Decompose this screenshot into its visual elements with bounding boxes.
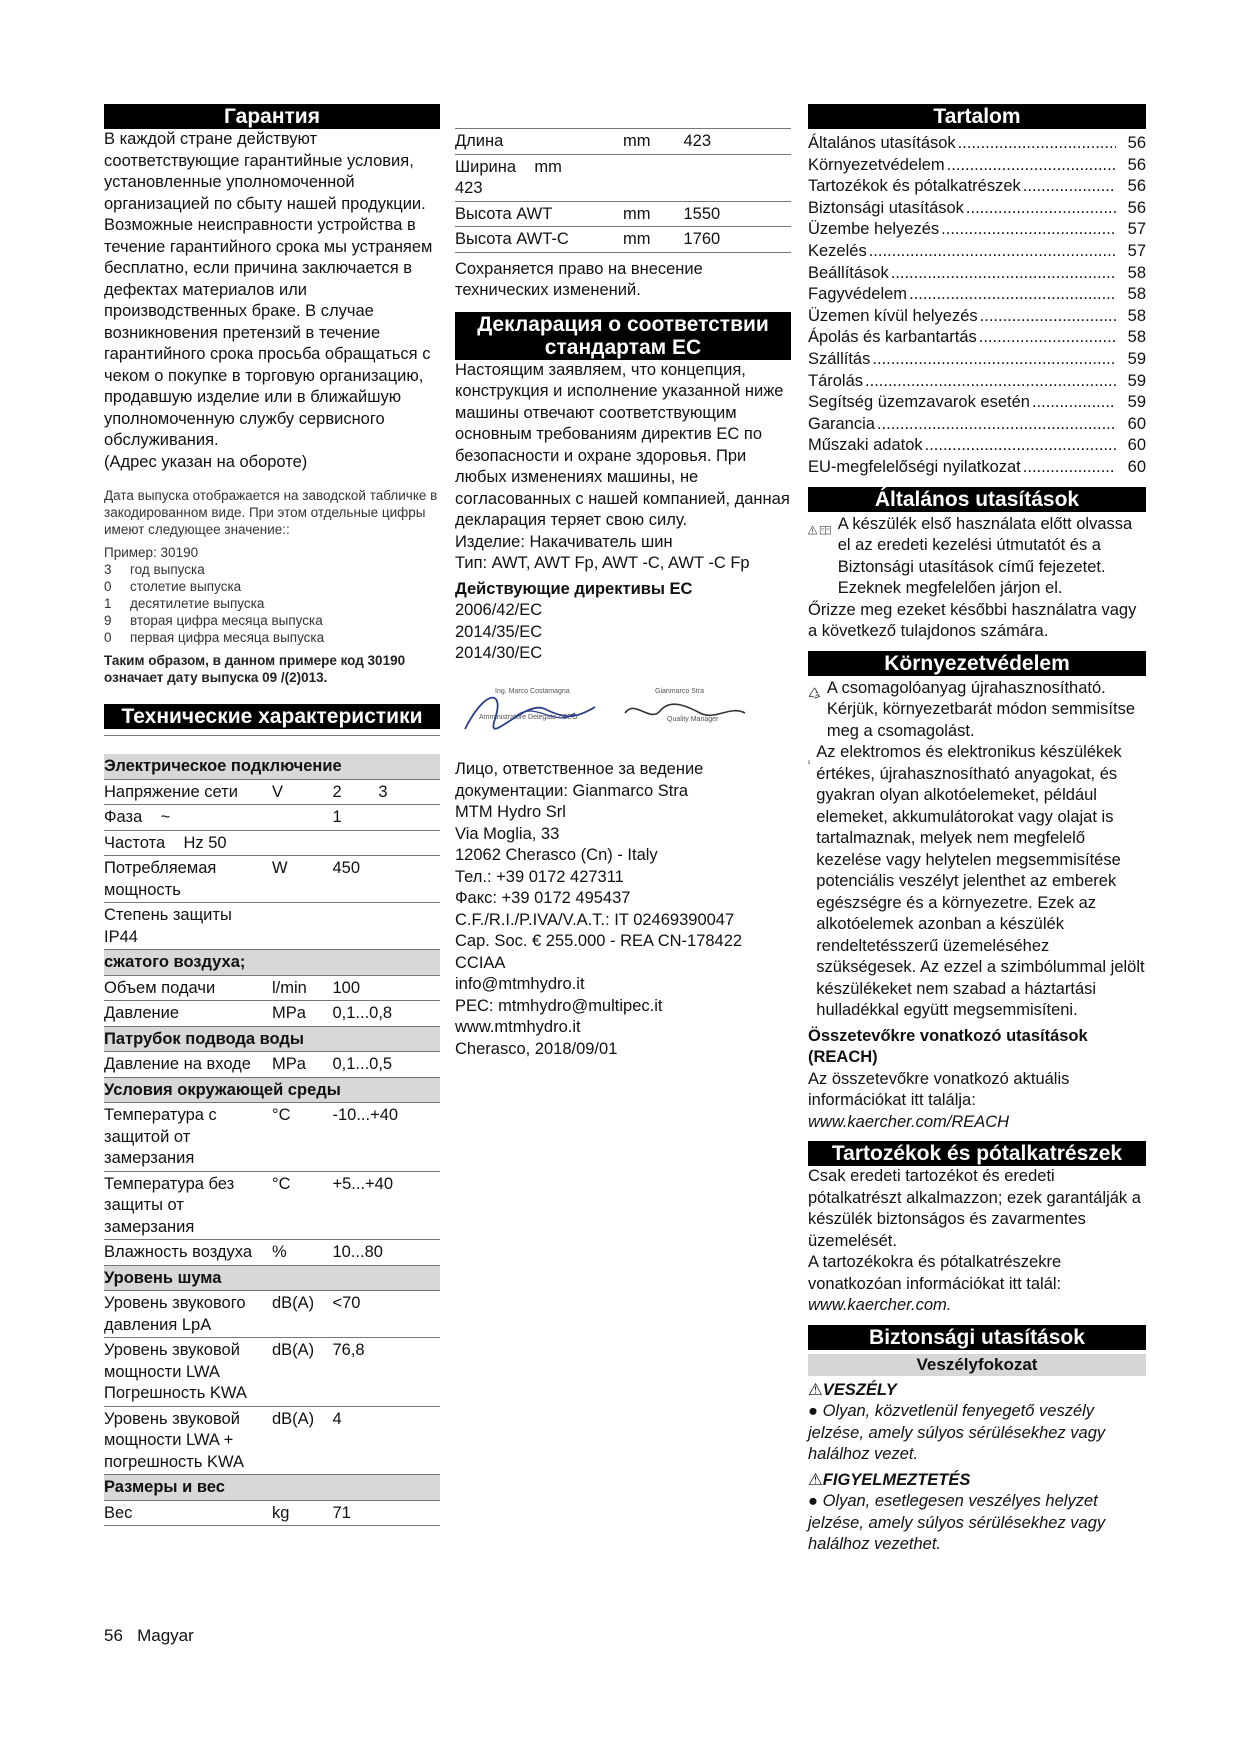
toc-leader	[1023, 457, 1116, 479]
contact-line: info@mtmhydro.it	[455, 975, 585, 993]
toc-entry	[808, 155, 1146, 177]
toc-title: Fagyvédelem	[808, 285, 908, 304]
directives-heading: Действующие директивы ЕС	[455, 579, 693, 598]
table-section-row	[104, 1026, 440, 1052]
declaration-text: Настоящим заявляем, что концепция, конструкция и исполнение указанной ниже машины отвечают соответствующим основным требованиям директив ЕС по безопасности и охране здоровья. При любых изменениях машины, не согласованных с нашей компанией, данная декларация теряет свою силу.	[455, 360, 790, 529]
toc-title: Beállítások	[808, 263, 889, 282]
contact-line: Cherasco, 2018/09/01	[455, 1039, 618, 1058]
table-cell-value: -10...+40	[332, 1103, 440, 1172]
table-cell-unit	[272, 903, 332, 950]
directive-item: 2006/42/EC	[455, 601, 543, 619]
directive-item: 2014/30/EC	[455, 644, 543, 662]
column-right: Tartalom Általános utasítások ..... 56 Környezetvédelem ..... 56 Tartozékok és pótalkatrészek ..... 56 Biztonsági utasítások ..... 56 Üzembe helyezés ..... 57 Kezelés ..... 57 Beállítások ..... 58 Fagyvédelem ..... 58 Üzemen kívül helyezés ..... 58 Ápolás és karbantartás ..... 58 Szállítás ..... 59 Tárolás ..... 59 Segítség üzemzavarok esetén ..... 59 Garancia ..... 60 Műszaki adatok ..... 60 EU-megfelelőségi nyilatkozat ..... 60 Általános utasítások A készülék első használata előtt olvassa el az eredeti kezelési útmutatót és a Biztonsági utasítások című fejezetet. Ezeknek megfelelően járjon el. Őrizze meg ezeket későbbi használatra vagy a következő tulajdonos számára. Környezetvédelem A csomagolóanyag újrahasznosítható. Kérjük, környezetbarát módon semmisítse meg a csomagolást. Az elektromos és elektronikus készülékek értékes, újrahasznosítható anyagokat, és gyakran olyan alkotóelemeket, például elemeket, akkumulátorokat vagy olajat is tartalmaznak, melyek nem megfelelő kezelése vagy helytelen megsemmisítése potenciális veszélyt jelenthet az emberek egészségre és a környezetre. Ezek az alkotóelemek azonban a készülék rendeltetésszerű üzemeléséhez szükségesek. Az ezzel a szimbólummal jelölt készülékeket nem szabad a háztartási hulladékkal együtt megsemmisíteni. Összetevőkre vonatkozó utasítások (REACH) Az összetevőkre vonatkozó aktuális információkat itt találja: www.kaercher.com/REACH Tartozékok és pótalkatrészek Csak eredeti tartozékot és eredeti pótalkatrészt alkalmazzon; ezek garantálják a készülék biztonságos és zavarmentes üzemelését. A tartozékokra és pótalkatrészekre vonatkozóan információkat itt talál: www.kaercher.com. Biztonsági utasítások Veszélyfokozat ⚠VESZÉLY ● Olyan, közvetlenül fenyegető veszély jelzése, amely súlyos sérülésekhez vagy halálhoz vezet. ⚠FIGYELMEZTETÉS ● Olyan, esetlegesen veszélyes helyzet jelzése, amely súlyos sérülésekhez vagy halálhoz vezethet.	[808, 104, 1146, 1556]
general-heading: Általános utasítások	[808, 487, 1146, 512]
toc-leader	[865, 371, 1116, 393]
date-code-table	[104, 561, 440, 646]
dimensions-table	[455, 129, 791, 253]
toc-title: Környezetvédelem	[808, 155, 945, 174]
column-middle	[455, 104, 791, 1060]
date-code-row	[104, 629, 440, 646]
toc-entry	[808, 435, 1146, 457]
toc-page: 58	[1127, 306, 1146, 325]
toc-title: EU-megfelelőségi nyilatkozat	[808, 457, 1021, 476]
table-row	[104, 856, 440, 903]
toc-entry	[808, 392, 1146, 414]
accessories-text-1: Csak eredeti tartozékot és eredeti pótalkatrészt alkalmazzon; ezek garantálják a készülék biztonságos és zavarmentes üzemelését.	[808, 1167, 1141, 1250]
table-cell-unit: dB(A)	[272, 1338, 332, 1407]
toc-page: 57	[1127, 220, 1146, 239]
toc-page: 57	[1127, 241, 1146, 260]
environment-text-2: Az elektromos és elektronikus készülékek értékes, újrahasznosítható anyagokat, és gyakran olyan alkotóelemeket, például elemeket, akkumulátorokat vagy olajat is tartalmaznak, melyek nem megfelelő kezelése vagy helytelen megsemmisítése potenciális veszélyt jelenthet az emberek egészségre és a környezetre. Ezek az alkotóelemek azonban a készülék rendeltetésszerű üzemeléséhez szükségesek. Az ezzel a szimbólummal jelölt készülékeket nem szabad a háztartási hulladékkal együtt megsemmisíteni.	[816, 743, 1145, 1019]
table-row	[104, 805, 440, 831]
toc-leader	[941, 219, 1116, 241]
toc-entry	[808, 371, 1146, 393]
warning-icon: ⚠	[808, 1470, 823, 1489]
sig-role-2: Quality Manager	[667, 715, 719, 723]
toc-title: Kezelés	[808, 241, 867, 260]
toc-title: Tárolás	[808, 371, 864, 390]
contact-line: PEC: mtmhydro@multipec.it	[455, 996, 663, 1015]
table-row	[455, 227, 791, 253]
tech-data-table	[104, 754, 440, 1526]
toc-page: 60	[1127, 414, 1146, 433]
toc-page: 56	[1127, 198, 1146, 217]
date-code-row	[104, 595, 440, 612]
table-cell-value	[332, 830, 440, 856]
date-code-digit: 3	[104, 562, 112, 577]
table-cell-label: Фаза ~	[104, 805, 272, 831]
table-section-label: Размеры и вес	[104, 1475, 440, 1501]
toc-entry	[808, 457, 1146, 479]
toc-page: 59	[1127, 349, 1146, 368]
contact-line: Тел.: +39 0172 427311	[455, 867, 624, 886]
table-cell-value: 4	[332, 1406, 440, 1475]
toc-title: Üzembe helyezés	[808, 220, 940, 239]
toc-leader	[877, 414, 1116, 436]
footer-language: Magyar	[137, 1626, 194, 1645]
page-number: 56	[104, 1626, 123, 1645]
danger-warning-icon: ⚠	[808, 1380, 823, 1399]
table-cell-unit	[272, 805, 332, 831]
date-code-meaning: столетие выпуска	[130, 579, 242, 594]
warranty-address: (Адрес указан на обороте)	[104, 452, 308, 471]
toc-title: Biztonsági utasítások	[808, 198, 964, 217]
date-code-digit: 9	[104, 613, 112, 628]
contact-line: www.mtmhydro.it	[455, 1018, 581, 1036]
toc-page: 60	[1127, 457, 1146, 476]
table-row	[455, 201, 791, 227]
date-code-meaning: десятилетие выпуска	[130, 596, 265, 611]
declaration-heading: Декларация о соответствии стандартам ЕС	[455, 312, 791, 360]
table-cell-unit: W	[272, 856, 332, 903]
table-cell-label: Температура с защитой от замерзания	[104, 1103, 272, 1172]
table-cell-unit	[623, 154, 683, 201]
accessories-text-2: A tartozékokra és pótalkatrészekre vonatkozóan információkat itt talál:	[808, 1253, 1062, 1293]
table-cell-value: 450	[332, 856, 440, 903]
toc-leader	[1023, 176, 1116, 198]
toc-page: 58	[1127, 263, 1146, 282]
table-cell-label: Высота AWT-C	[455, 227, 623, 253]
table-cell-label: Частота Hz 50	[104, 830, 272, 856]
table-section-label: Уровень шума	[104, 1265, 440, 1291]
table-cell-label: Степень защиты IP44	[104, 903, 272, 950]
contact-line: 12062 Cherasco (Cn) - Italy	[455, 846, 658, 864]
toc-entry	[808, 349, 1146, 371]
toc-page: 59	[1127, 371, 1146, 390]
table-section-label: Условия окружающей среды	[104, 1077, 440, 1103]
table-row	[104, 1171, 440, 1240]
sig-name-1: Ing. Marco Costamagna	[495, 687, 570, 695]
toc-title: Garancia	[808, 414, 875, 433]
environment-heading: Környezetvédelem	[808, 651, 1146, 676]
date-code-digit: 1	[104, 596, 112, 611]
toc-entry	[808, 133, 1146, 155]
table-section-label: сжатого воздуха;	[104, 950, 440, 976]
table-cell-label: Высота AWT	[455, 201, 623, 227]
table-cell-value: 2 3	[332, 779, 440, 805]
tech-data-heading: Технические характеристики	[104, 704, 440, 729]
table-cell-value: <70	[332, 1291, 440, 1338]
date-code-meaning: год выпуска	[130, 562, 205, 577]
toc-title: Műszaki adatok	[808, 436, 923, 455]
reach-heading: Összetevőkre vonatkozó utasítások (REACH)	[808, 1026, 1088, 1066]
toc-title: Üzemen kívül helyezés	[808, 306, 978, 325]
table-cell-unit: kg	[272, 1500, 332, 1526]
contact-line: C.F./R.I./P.IVA/V.A.T.: IT 02469390047	[455, 910, 735, 929]
contact-line: Лицо, ответственное за ведение документации: Gianmarco Stra	[455, 760, 704, 800]
safety-heading: Biztonsági utasítások	[808, 1325, 1146, 1350]
table-cell-label: Потребляемая мощность	[104, 856, 272, 903]
date-code-meaning: первая цифра месяца выпуска	[130, 630, 325, 645]
signatures-image	[455, 679, 755, 743]
table-row	[104, 830, 440, 856]
table-cell-unit: mm	[623, 201, 683, 227]
table-row	[104, 1103, 440, 1172]
date-code-row	[104, 561, 440, 578]
reserve-note: Сохраняется право на внесение технических изменений.	[455, 259, 703, 299]
toc-leader	[979, 327, 1116, 349]
toc-title: Szállítás	[808, 349, 871, 368]
table-cell-unit: mm	[623, 129, 683, 154]
table-row	[104, 1338, 440, 1407]
toc-page: 56	[1127, 155, 1146, 174]
crossed-bin-icon	[808, 742, 810, 782]
table-cell-label: Температура без защиты от замерзания	[104, 1171, 272, 1240]
toc-leader	[980, 306, 1116, 328]
toc-leader	[958, 133, 1116, 155]
reach-link[interactable]: www.kaercher.com/REACH	[808, 1112, 1010, 1131]
date-code-digit: 0	[104, 630, 112, 645]
table-cell-label: Давление	[104, 1001, 272, 1027]
toc-entry	[808, 263, 1146, 285]
toc-page: 60	[1127, 436, 1146, 455]
toc-leader	[909, 284, 1116, 306]
table-row	[104, 1052, 440, 1078]
table-row	[104, 975, 440, 1001]
table-cell-unit: dB(A)	[272, 1406, 332, 1475]
table-section-label: Электрическое подключение	[104, 754, 440, 779]
sig-name-2: Gianmarco Stra	[655, 687, 705, 695]
toc-page: 59	[1127, 393, 1146, 412]
toc-page: 58	[1127, 285, 1146, 304]
date-code-meaning: вторая цифра месяца выпуска	[130, 613, 323, 628]
table-cell-unit: °C	[272, 1103, 332, 1172]
contact-line: MTM Hydro Srl	[455, 803, 566, 821]
table-of-contents	[808, 133, 1146, 479]
toc-page: 58	[1127, 328, 1146, 347]
table-cell-label: Ширина mm 423	[455, 154, 623, 201]
table-cell-value: 1	[332, 805, 440, 831]
table-cell-value: 0,1...0,5	[332, 1052, 440, 1078]
warranty-text: В каждой стране действуют соответствующие гарантийные условия, установленные уполномоченной организацией по сбыту нашей продукции. Возможные неисправности устройства в течение гарантийного срока мы устраняем бесплатно, если причина заключается в дефектах материалов или производственных браке. В случае возникновения претензий в течение гарантийного срока просьба обращаться с чеком о покупке в торговую организацию, продавшую изделие или в ближайшую уполномоченную службу сервисного обслуживания.	[104, 130, 433, 449]
general-text-1: A készülék első használata előtt olvassa el az eredeti kezelési útmutatót és a Biztonsági utasítások című fejezetet. Ezeknek megfelelően járjon el.	[837, 514, 1133, 597]
table-cell-value: 1550	[683, 201, 791, 227]
general-text-2: Őrizze meg ezeket későbbi használatra vagy a következő tulajdonos számára.	[808, 600, 1137, 640]
contact-line: CCIAA	[455, 953, 506, 972]
toc-title: Tartozékok és pótalkatrészek	[808, 177, 1021, 196]
contact-line: Факс: +39 0172 495437	[455, 889, 631, 907]
table-cell-value	[332, 903, 440, 950]
table-row	[455, 129, 791, 154]
table-cell-value: 423	[683, 129, 791, 154]
table-cell-value: +5...+40	[332, 1171, 440, 1240]
table-cell-value: 71	[332, 1500, 440, 1526]
toc-title: Ápolás és karbantartás	[808, 328, 977, 347]
date-code-digit: 0	[104, 579, 112, 594]
directive-item: 2014/35/EC	[455, 622, 543, 641]
toc-page: 56	[1127, 177, 1146, 196]
table-section-row	[104, 1077, 440, 1103]
date-code-example: Пример: 30190	[104, 545, 199, 560]
date-code-conclusion: Таким образом, в данном примере код 30190 означает дату выпуска 09 /(2)013.	[104, 653, 406, 685]
table-row	[104, 1406, 440, 1475]
toc-leader	[1032, 392, 1116, 414]
table-section-row	[104, 1265, 440, 1291]
accessories-heading: Tartozékok és pótalkatrészek	[808, 1141, 1146, 1166]
toc-leader	[869, 241, 1116, 263]
toc-entry	[808, 241, 1146, 263]
table-cell-value: 76,8	[332, 1338, 440, 1407]
toc-leader	[966, 198, 1116, 220]
toc-entry	[808, 327, 1146, 349]
table-cell-unit: %	[272, 1240, 332, 1266]
sig-role-1: Amministratore Delegato - CEO	[479, 713, 578, 721]
toc-entry	[808, 219, 1146, 241]
danger-level-subheading: Veszélyfokozat	[808, 1354, 1146, 1376]
toc-leader	[891, 263, 1116, 285]
toc-leader	[925, 435, 1116, 457]
table-cell-value: 100	[332, 975, 440, 1001]
table-cell-unit: mm	[623, 227, 683, 253]
table-cell-unit: V	[272, 779, 332, 805]
table-cell-unit: l/min	[272, 975, 332, 1001]
contact-line: Via Moglia, 33	[455, 824, 560, 843]
directives-list	[455, 600, 791, 665]
table-cell-unit: dB(A)	[272, 1291, 332, 1338]
danger-label: VESZÉLY	[822, 1380, 897, 1399]
contact-line: Cap. Soc. € 255.000 - REA CN-178422	[455, 932, 743, 950]
danger-text: Olyan, közvetlenül fenyegető veszély jelzése, amely súlyos sérülésekhez vagy halálhoz vezet.	[808, 1402, 1106, 1463]
table-cell-unit: MPa	[272, 1001, 332, 1027]
table-cell-label: Уровень звуковой мощности LWA Погрешность KWA	[104, 1338, 272, 1407]
toc-leader	[947, 155, 1116, 177]
declaration-type: Тип: AWT, AWT Fp, AWT -C, AWT -C Fp	[455, 554, 750, 572]
table-row	[104, 903, 440, 950]
toc-title: Általános utasítások	[808, 134, 956, 152]
table-section-row	[104, 754, 440, 779]
date-code-text: Дата выпуска отображается на заводской табличке в закодированном виде. При этом отдельные цифры имеют следующее значение::	[104, 488, 438, 537]
date-code-row	[104, 578, 440, 595]
table-section-row	[104, 950, 440, 976]
date-code-row	[104, 612, 440, 629]
table-cell-value	[683, 154, 791, 201]
toc-page: 56	[1127, 134, 1146, 152]
warning-manual-icon	[808, 514, 832, 546]
warning-label: FIGYELMEZTETÉS	[822, 1470, 971, 1489]
table-cell-unit: °C	[272, 1171, 332, 1240]
table-row	[104, 1291, 440, 1338]
table-cell-value: 0,1...0,8	[332, 1001, 440, 1027]
toc-entry	[808, 198, 1146, 220]
table-cell-label: Напряжение сети	[104, 779, 272, 805]
declaration-product: Изделие: Накачиватель шин	[455, 532, 673, 551]
table-section-label: Патрубок подвода воды	[104, 1026, 440, 1052]
toc-heading: Tartalom	[808, 104, 1146, 129]
table-cell-label: Длина	[455, 129, 623, 154]
warning-text: Olyan, esetlegesen veszélyes helyzet jelzése, amely súlyos sérülésekhez vagy halálhoz vezethet.	[808, 1492, 1106, 1553]
toc-entry	[808, 414, 1146, 436]
toc-title: Segítség üzemzavarok esetén	[808, 393, 1030, 412]
recycling-icon	[808, 678, 821, 708]
toc-entry	[808, 176, 1146, 198]
page-footer	[104, 1625, 194, 1647]
table-cell-label: Давление на входе	[104, 1052, 272, 1078]
table-cell-label: Уровень звукового давления LpA	[104, 1291, 272, 1338]
table-row	[104, 1500, 440, 1526]
table-cell-value: 10...80	[332, 1240, 440, 1266]
column-left	[104, 104, 440, 1526]
accessories-link[interactable]: www.kaercher.com.	[808, 1296, 952, 1314]
table-row	[104, 1001, 440, 1027]
toc-entry	[808, 306, 1146, 328]
table-cell-label: Вес	[104, 1500, 272, 1526]
table-cell-label: Влажность воздуха	[104, 1240, 272, 1266]
table-cell-unit	[272, 830, 332, 856]
table-cell-unit: MPa	[272, 1052, 332, 1078]
environment-text-1: A csomagolóanyag újrahasznosítható. Kérjük, környezetbarát módon semmisítse meg a csomagolást.	[826, 678, 1136, 740]
table-cell-value: 1760	[683, 227, 791, 253]
toc-leader	[872, 349, 1116, 371]
toc-entry	[808, 284, 1146, 306]
table-cell-label: Уровень звуковой мощности LWA + погрешность KWA	[104, 1406, 272, 1475]
table-row	[104, 1240, 440, 1266]
table-row	[104, 779, 440, 805]
table-row	[455, 154, 791, 201]
warranty-heading: Гарантия	[104, 104, 440, 129]
table-cell-label: Объем подачи	[104, 975, 272, 1001]
reach-text: Az összetevőkre vonatkozó aktuális információkat itt találja:	[808, 1069, 1070, 1109]
table-section-row	[104, 1475, 440, 1501]
contact-block	[455, 759, 791, 1060]
